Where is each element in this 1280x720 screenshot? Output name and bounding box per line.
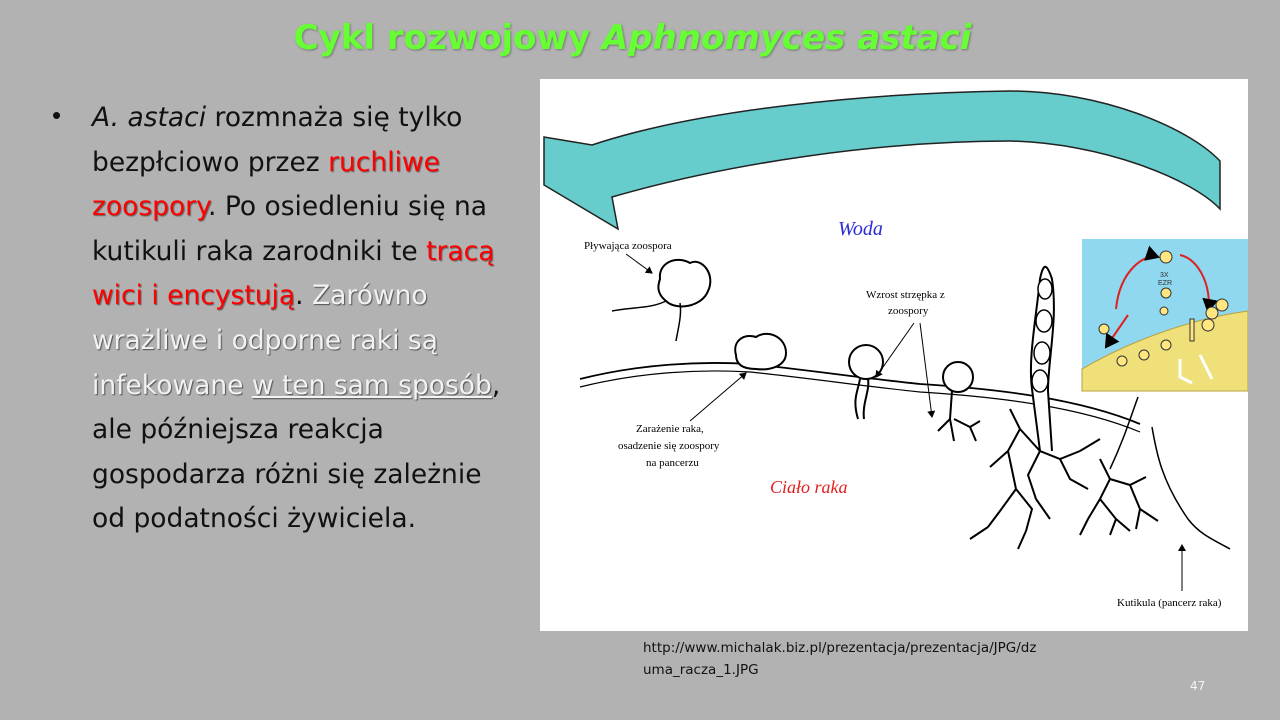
underlined-same-way: w ten sam sposób — [251, 369, 492, 401]
slide-number: 47 — [1190, 679, 1206, 693]
label-swimming-zoospore: Pływająca zoospora — [584, 240, 672, 252]
swimming-zoospore-icon — [612, 260, 710, 341]
label-infection-line2: osadzenie się zoospory — [618, 440, 720, 452]
source-url-line1: http://www.michalak.biz.pl/prezentacja/prezentacja/JPG/dz — [643, 640, 1037, 656]
label-cuticle: Kutikula (pancerz raka) — [1117, 597, 1222, 609]
bullet-paragraph — [92, 96, 502, 542]
highlight-infection-same: Zarówno wrażliwe i odporne raki są infekowane — [92, 280, 438, 401]
inset-label-2: EZR — [1158, 280, 1172, 287]
hyphae-network — [970, 409, 1100, 549]
title-italic: Aphnomyces astaci — [601, 18, 972, 58]
branching-hypha-icon — [938, 362, 980, 441]
title-plain: Cykl rozwojowy — [293, 18, 602, 58]
label-water: Woda — [838, 218, 883, 240]
label-infection-line3: na pancerzu — [646, 457, 699, 469]
germinating-zoospore-icon — [849, 345, 883, 419]
life-cycle-diagram — [540, 79, 1248, 631]
bullet-text-4: , ale późniejsza reakcja gospodarza różni się zależnie od podatności żywiciela. — [92, 369, 501, 535]
inset-label-1: 3X — [1160, 272, 1169, 279]
source-citation — [643, 637, 1113, 681]
label-hypha-growth-line1: Wzrost strzępka z — [866, 289, 945, 301]
bullet-text-1: rozmnaża się tylko bezpłciowo przez — [92, 102, 463, 178]
inset-photo — [1082, 239, 1248, 391]
highlight-encystment: tracą wici i encystują — [92, 235, 495, 312]
label-hypha-growth-line2: zoospory — [888, 305, 929, 317]
bullet-text-3: . — [295, 280, 312, 312]
sporangium-stalk-icon — [1031, 267, 1054, 451]
bullet-text-2: . Po osiedleniu się na kutikuli raka zarodniki te — [92, 191, 487, 267]
slide-title — [0, 18, 1265, 58]
bullet-list — [52, 96, 502, 542]
bullet-icon: • — [52, 100, 62, 130]
label-infection-line1: Zarażenie raka, — [636, 423, 704, 435]
source-url-line2: uma_racza_1.JPG — [643, 662, 759, 678]
species-abbrev: A. astaci — [92, 102, 207, 133]
highlight-motile-zoospores: ruchliwe zoospory — [92, 146, 440, 223]
settled-zoospore-icon — [735, 334, 786, 370]
label-crayfish-body: Ciało raka — [770, 477, 848, 497]
cycle-arrow-icon — [544, 91, 1220, 229]
